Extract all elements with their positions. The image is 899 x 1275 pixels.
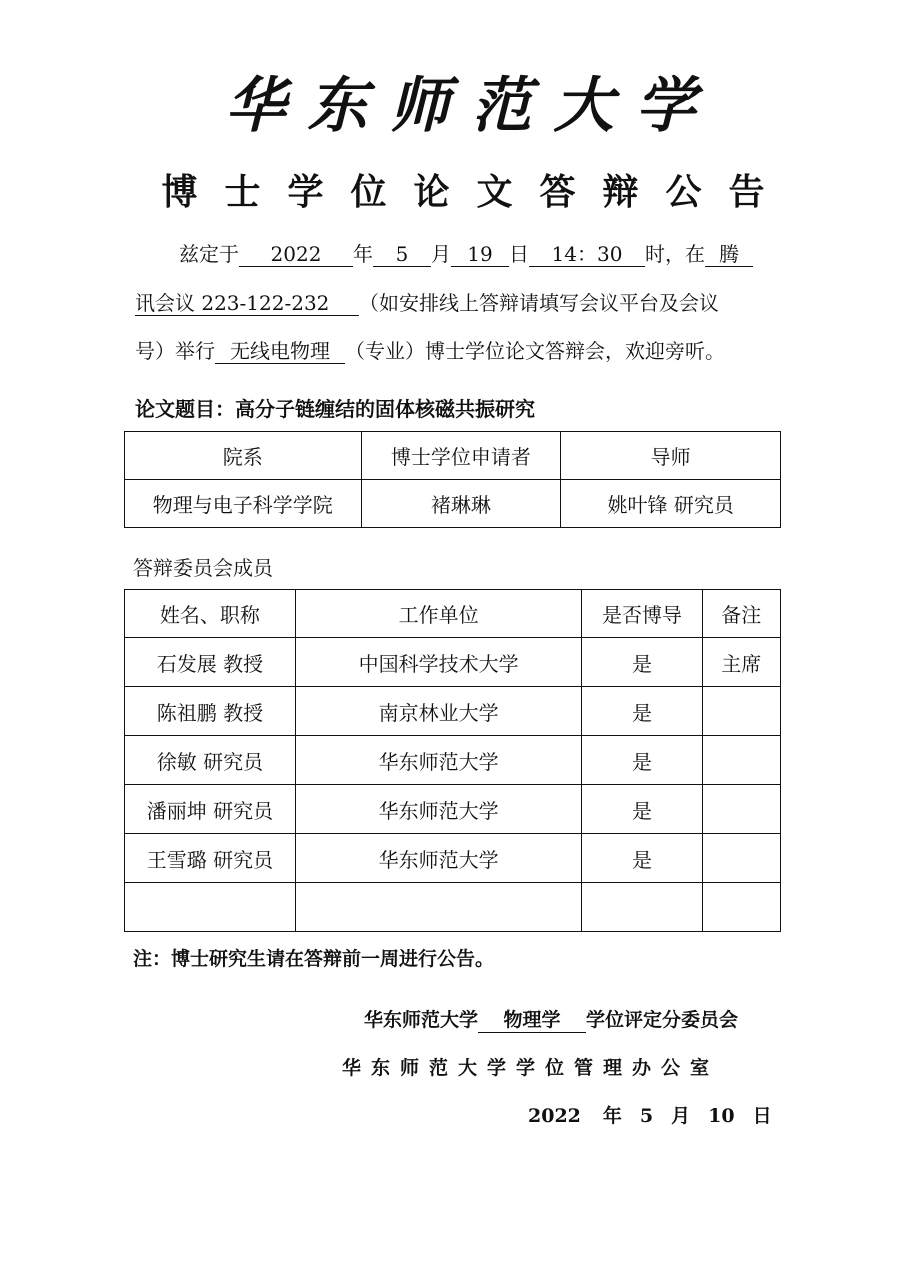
table-row [125, 736, 781, 785]
table-row [125, 687, 781, 736]
committee-subject: 物理学 [478, 1010, 586, 1033]
office-signature: 华东师范大学学位管理办公室 [342, 1057, 720, 1079]
member-remarks-cell: 主席 [702, 638, 781, 687]
header-supervisor: 导师 [561, 432, 781, 480]
applicant-table-header-row [125, 432, 781, 480]
thesis-label: 论文题目： [135, 397, 235, 421]
member-remarks-cell [702, 736, 781, 785]
department-cell: 物理与电子科学学院 [125, 480, 362, 528]
member-name-cell: 潘丽坤 研究员 [125, 785, 296, 834]
venue-field-continued: 讯会议 223-122-232 [135, 292, 359, 316]
year-field: 2022 [239, 243, 353, 267]
venue-note: （如安排线上答辩请填写会议平台及会议 [359, 291, 719, 315]
date-day: 10 [708, 1105, 735, 1127]
member-supervisor-cell: 是 [582, 834, 702, 883]
member-workplace-cell: 华东师范大学 [295, 834, 582, 883]
member-remarks-cell [702, 834, 781, 883]
date-month-unit: 月 [671, 1105, 691, 1127]
committee-prefix: 华东师范大学 [364, 1009, 479, 1031]
header-remarks: 备注 [702, 590, 781, 638]
date-day-unit: 日 [752, 1105, 772, 1127]
committee-table-header-row [125, 590, 781, 638]
month-unit: 月 [431, 242, 451, 266]
supervisor-cell: 姚叶锋 研究员 [561, 480, 781, 528]
member-supervisor-cell: 是 [582, 687, 702, 736]
venue-field-start: 腾 [705, 243, 753, 267]
thesis-title: 高分子链缠结的固体核磁共振研究 [235, 397, 535, 421]
table-row [125, 638, 781, 687]
member-supervisor-cell [582, 883, 702, 932]
header-workplace: 工作单位 [295, 590, 582, 638]
member-supervisor-cell: 是 [582, 785, 702, 834]
member-remarks-cell [702, 687, 781, 736]
date-month: 5 [639, 1105, 654, 1127]
member-workplace-cell: 华东师范大学 [295, 736, 582, 785]
signature-date [528, 1101, 772, 1128]
committee-suffix: 学位评定分委员会 [586, 1009, 739, 1031]
time-field: 14：30 [529, 243, 645, 267]
university-name: 华东师范大学 [225, 71, 718, 141]
member-name-cell [125, 883, 296, 932]
note: 注：博士研究生请在答辩前一周进行公告。 [133, 948, 495, 970]
date-year: 2022 [528, 1105, 581, 1127]
committee-table [124, 589, 781, 932]
member-name-cell: 陈祖鹏 教授 [125, 687, 296, 736]
announcement-line-2 [135, 287, 719, 316]
header-doctoral-supervisor: 是否博导 [582, 590, 702, 638]
announcement-line-3 [135, 335, 725, 364]
table-row [125, 834, 781, 883]
day-field: 19 [451, 243, 509, 267]
member-name-cell: 王雪璐 研究员 [125, 834, 296, 883]
table-row-empty [125, 883, 781, 932]
committee-label: 答辩委员会成员 [133, 556, 273, 580]
prefix-text: 兹定于 [179, 242, 239, 266]
member-supervisor-cell: 是 [582, 638, 702, 687]
time-unit: 时，在 [645, 242, 705, 266]
header-applicant: 博士学位申请者 [361, 432, 561, 480]
announcement-line-1 [179, 238, 753, 267]
member-workplace-cell [295, 883, 582, 932]
applicant-cell: 褚琳琳 [361, 480, 561, 528]
month-field: 5 [373, 243, 431, 267]
year-unit: 年 [353, 242, 373, 266]
member-name-cell: 徐敏 研究员 [125, 736, 296, 785]
member-workplace-cell: 南京林业大学 [295, 687, 582, 736]
header-name-title: 姓名、职称 [125, 590, 296, 638]
table-row [125, 785, 781, 834]
line3-suffix: （专业）博士学位论文答辩会，欢迎旁听。 [345, 339, 725, 363]
member-supervisor-cell: 是 [582, 736, 702, 785]
header-department: 院系 [125, 432, 362, 480]
member-remarks-cell [702, 883, 781, 932]
applicant-table [124, 431, 781, 528]
day-unit: 日 [509, 242, 529, 266]
date-year-unit: 年 [602, 1105, 622, 1127]
member-remarks-cell [702, 785, 781, 834]
thesis-title-line [135, 393, 535, 422]
line3-prefix: 号）举行 [135, 339, 215, 363]
notice-title: 博士学位论文答辩公告 [161, 171, 792, 213]
major-field: 无线电物理 [215, 340, 345, 364]
applicant-table-row [125, 480, 781, 528]
member-name-cell: 石发展 教授 [125, 638, 296, 687]
committee-signature [364, 1005, 738, 1033]
member-workplace-cell: 华东师范大学 [295, 785, 582, 834]
member-workplace-cell: 中国科学技术大学 [295, 638, 582, 687]
